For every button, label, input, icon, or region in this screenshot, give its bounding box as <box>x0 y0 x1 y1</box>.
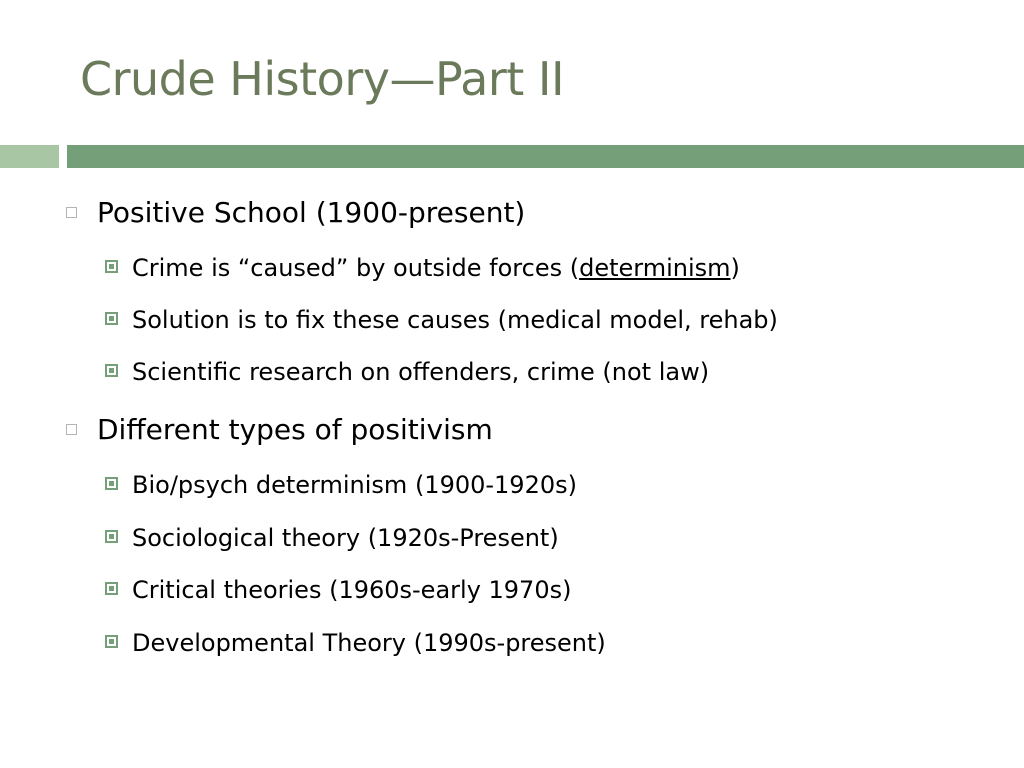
subbullet-scientific-research <box>105 357 709 387</box>
square-filled-bullet-icon <box>105 582 118 595</box>
subbullet-developmental <box>105 628 606 658</box>
subbullet-text: Scientific research on offenders, crime (not law) <box>132 358 710 386</box>
bullet-text: Positive School (1900-present) <box>97 196 526 229</box>
slide-title: Crude History—Part II <box>80 52 565 106</box>
square-filled-bullet-icon <box>105 364 118 377</box>
subbullet-sociological <box>105 523 559 553</box>
underlined-term: determinism <box>579 254 731 282</box>
subbullet-text: Sociological theory (1920s-Present) <box>132 524 559 552</box>
subbullet-crime-caused <box>105 253 740 283</box>
subbullet-text: Developmental Theory (1990s-present) <box>132 629 606 657</box>
square-filled-bullet-icon <box>105 312 118 325</box>
bullet-positive-school <box>66 196 525 230</box>
square-outline-bullet-icon <box>66 207 77 218</box>
subbullet-critical <box>105 575 571 605</box>
subbullet-text: Bio/psych determinism (1900-1920s) <box>132 471 577 499</box>
subbullet-solution <box>105 305 778 335</box>
subbullet-text: Solution is to fix these causes (medical model, rehab) <box>132 306 778 334</box>
square-filled-bullet-icon <box>105 530 118 543</box>
subbullet-bio-psych <box>105 470 577 500</box>
square-filled-bullet-icon <box>105 477 118 490</box>
bullet-text: Different types of positivism <box>97 413 493 446</box>
square-filled-bullet-icon <box>105 635 118 648</box>
subbullet-text: Crime is “caused” by outside forces ( <box>132 254 580 282</box>
square-filled-bullet-icon <box>105 260 118 273</box>
square-outline-bullet-icon <box>66 424 77 435</box>
subbullet-text: Critical theories (1960s-early 1970s) <box>132 576 572 604</box>
subbullet-text-end: ) <box>730 254 740 282</box>
bullet-types-of-positivism <box>66 413 493 447</box>
